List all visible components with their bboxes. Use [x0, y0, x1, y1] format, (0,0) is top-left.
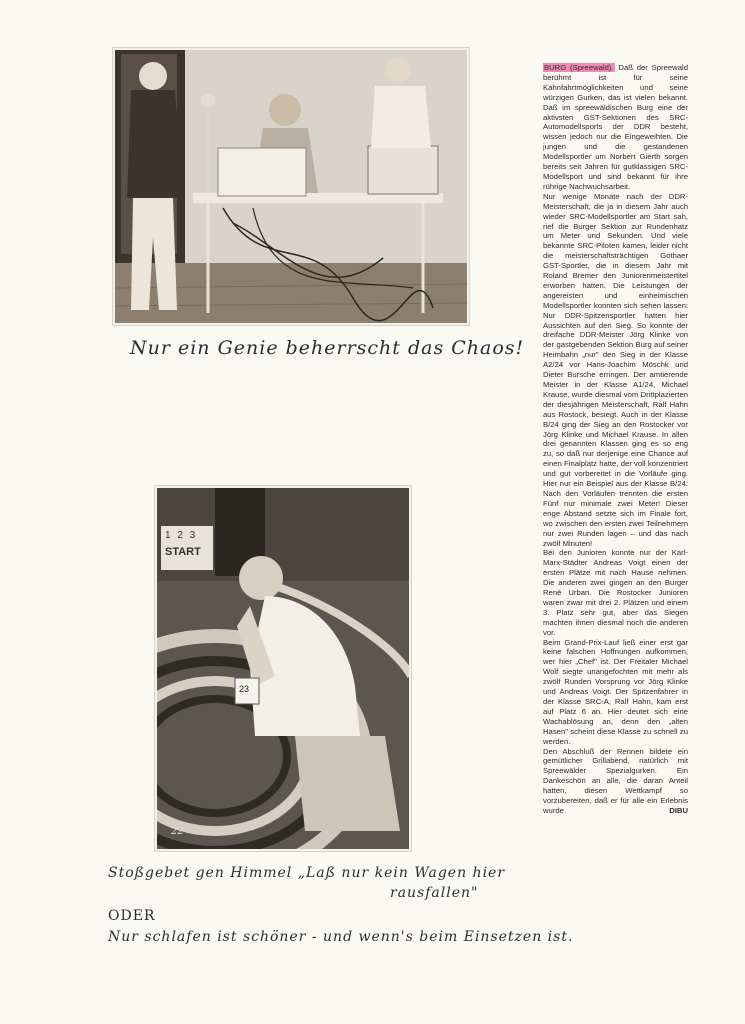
caption-photo-workshop: Nur ein Genie beherrscht das Chaos!: [130, 337, 525, 359]
article-paragraph-1-text: Daß der Spreewald berühmt ist für seine Kahnfahrtmöglichkeiten und seine würzigen Gurken, das ist vielen bekannt. Daß im spreewäldischen Burg eine der aktivsten GST-Sektionen des SRC-Automodellsports der DDR besteht, wissen jedoch nur die Eingeweihten. Die jungen und die gestandenen Modellsportler um Norbert Gierth sorgen bereits seit Jahren für gutklassigen SRC-Modellsport und sind bekannt für ihre rührige Nachwuchsarbeit.: [543, 63, 688, 191]
newspaper-clipping: [543, 63, 688, 816]
caption-photo-race-line2: rausfallen": [390, 885, 479, 901]
photo-race-track: [155, 486, 411, 851]
car-number: 23: [239, 684, 250, 694]
article-paragraph-1: [543, 63, 688, 192]
article-dateline: BURG (Spreewald).: [544, 63, 614, 72]
track-number: 22: [171, 826, 184, 837]
article-paragraph-2: Nur wenige Monate nach der DDR-Meisterschaft, die ja in diesem Jahr auch wieder SRC-Modellsportler am Start sah, rief die Burger Sektion zur Rundenhatz um Meter und Sekunden. Und viele bekannte SRC-Piloten kamen, leider nicht die meisterschaftsträchtigen Gothaer GST-Sportler, die in diesem Jahr mit Roland Bremer den Juniorenmeistertitel erworben hatten. Die Leistungen der angereisten und einheimischen Modellsportler konnten sich sehen lassen: Nur DDR-Spitzensportler hatten hier Aussichten auf den Sieg. So konnte der dreifache DDR-Meister Jörg Klinke von der gastgebenden Sektion Burg auf seiner Heimbahn „nur" den Sieg in der Klasse A2/24 vor Hans-Joachim Möschk und Dieter Bursche erringen. Der amtierende Meister in der Klasse A1/24, Michael Krause, wurde diesmal vom Drittplazierten der diesjährigen Meisterschaft, Ralf Hahn aus Rostock, besiegt. Auch in der Klasse B/24 ging der Sieg an den Rostocker vor Jörg Klinke und Michael Krause. In allen drei genannten Klassen ging es so eng zu, so daß nur derjenige eine Chance auf einen Finalplatz hatte, der voll konzentriert und gut vorbereitet in die Vorläufe ging. Hier nur ein Beispiel aus der Klasse B/24: Nach den Vorläufen trennten die ersten Fünf nur minimale zwei Meter! Dieser enge Abstand setzte sich im Finale fort, wo zwischen den ersten zwei Teilnehmern nur zwei Runden lagen – und das nach zwölf Minuten!: [543, 191, 688, 548]
caption-photo-race-line3: ODER: [108, 908, 156, 924]
article-paragraph-5-text: Den Abschluß der Rennen bildete ein gemütlicher Grillabend, natürlich mit Spreewälder Spezialgurken. Ein Dankeschön an alle, die daran Anteil hatten, diesen Wettkampf so vorzubereiten, daß er für alle ein Erlebnis wurde.: [543, 746, 688, 815]
photo-workshop: [113, 48, 469, 325]
caption-photo-race-line4: Nur schlafen ist schöner - und wenn's beim Einsetzen ist.: [108, 929, 574, 945]
start-sign-word: START: [165, 546, 201, 558]
article-paragraph-5: [543, 747, 688, 816]
caption-photo-race-line1: Stoßgebet gen Himmel „Laß nur kein Wagen hier: [108, 865, 506, 881]
article-paragraph-4: Beim Grand-Prix-Lauf ließ einer erst gar keine falschen Hoffnungen aufkommen, wer hier „Chef" ist. Der Freitaler Michael Wolf siegte unangefochten mit mehr als zwölf Runden Vorsprung vor Jörg Klinke und Andreas Voigt. Der Spitzenfahrer in der Klasse SRC-A, Ralf Hahn, kam erst auf Platz 6 an. Hier deutet sich eine Wachablösung an, denn den „alten Hasen" scheint diese Klasse zu schnell zu werden.: [543, 637, 688, 746]
article-author: DIBU: [669, 805, 688, 815]
start-sign-numbers: 1 2 3: [165, 530, 198, 541]
photo-workshop-image: [113, 48, 469, 325]
article-paragraph-3: Bei den Junioren konnte nur der Karl-Marx-Städter Andreas Voigt einen der ersten Plätze mit nach Hause nehmen. Die anderen zwei gingen an den Burger René Urban. Die Rostocker Junioren waren zwar mit drei 2. Plätzen und einem 3. Platz sehr gut, aber das Siegen machten ihnen diesmal noch die anderen vor.: [543, 548, 688, 637]
